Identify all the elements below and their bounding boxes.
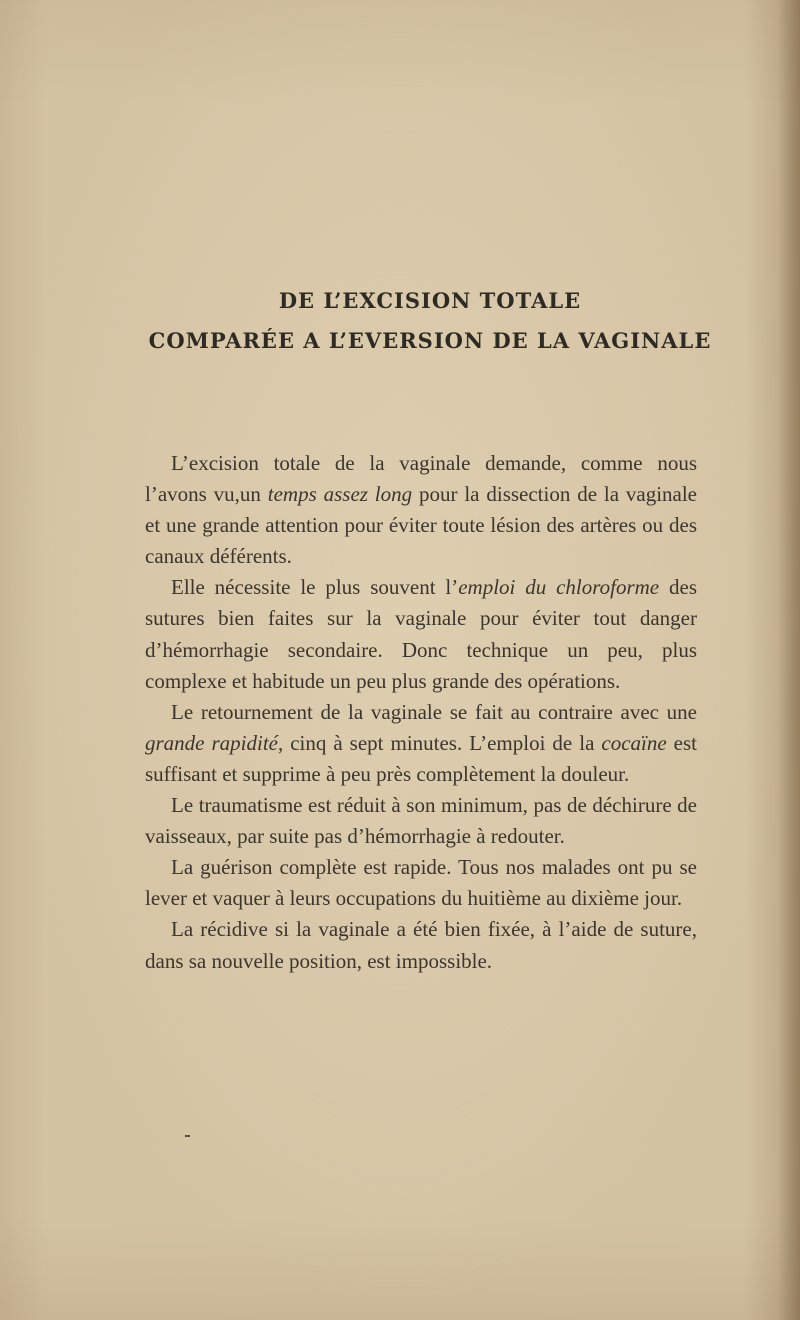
page-edge-shadow [778,0,800,1320]
body-text [145,448,697,977]
text-run: La guérison complète est rapide. Tous nos malades ont pu se lever et vaquer à leurs occupations du huitième au dixième jour. [145,855,697,911]
text-run: pour la dissection de la vaginale et une grande attention pour éviter toute lésion des artères ou des canaux déférents. [145,482,698,569]
text-run: est suffisant et supprime à peu près complètement la douleur. [145,730,698,786]
paragraph [145,572,697,696]
paragraph [145,914,697,976]
ink-speck [185,1135,190,1137]
paragraph [145,697,697,790]
italic-text-run: cocaïne [601,730,667,755]
paragraph [145,852,697,914]
page-title-line-2: COMPARÉE A L’EVERSION DE LA VAGINALE [148,328,712,353]
italic-text-run: emploi du chloroforme [458,575,660,600]
text-run: Le retournement de la vaginale se fait au contraire avec une [171,699,697,724]
text-run: , cinq à sept minutes. L’emploi de la [277,730,602,755]
text-run: Le traumatisme est réduit à son minimum, pas de déchirure de vaisseaux, par suite pas d’hémorrhagie à redouter. [145,793,697,849]
text-run: Elle nécessite le plus souvent l’ [171,575,459,600]
italic-text-run: temps assez long [267,482,413,507]
text-run: des sutures bien faites sur la vaginale pour éviter tout danger d’hémorrhagie secondaire. Donc technique un peu, plus complexe et habitude un peu plus grande des opérations. [145,575,697,693]
text-run: L’excision totale de la vaginale demande, comme nous l’avons vu,un [145,451,697,507]
italic-text-run: grande rapidité [145,730,278,755]
paragraph [145,448,697,572]
paragraph [145,790,697,852]
text-run: La récidive si la vaginale a été bien fixée, à l’aide de suture, dans sa nouvelle position, est impossible. [145,917,697,973]
page-title-line-1: DE L’EXCISION TOTALE [278,288,582,313]
